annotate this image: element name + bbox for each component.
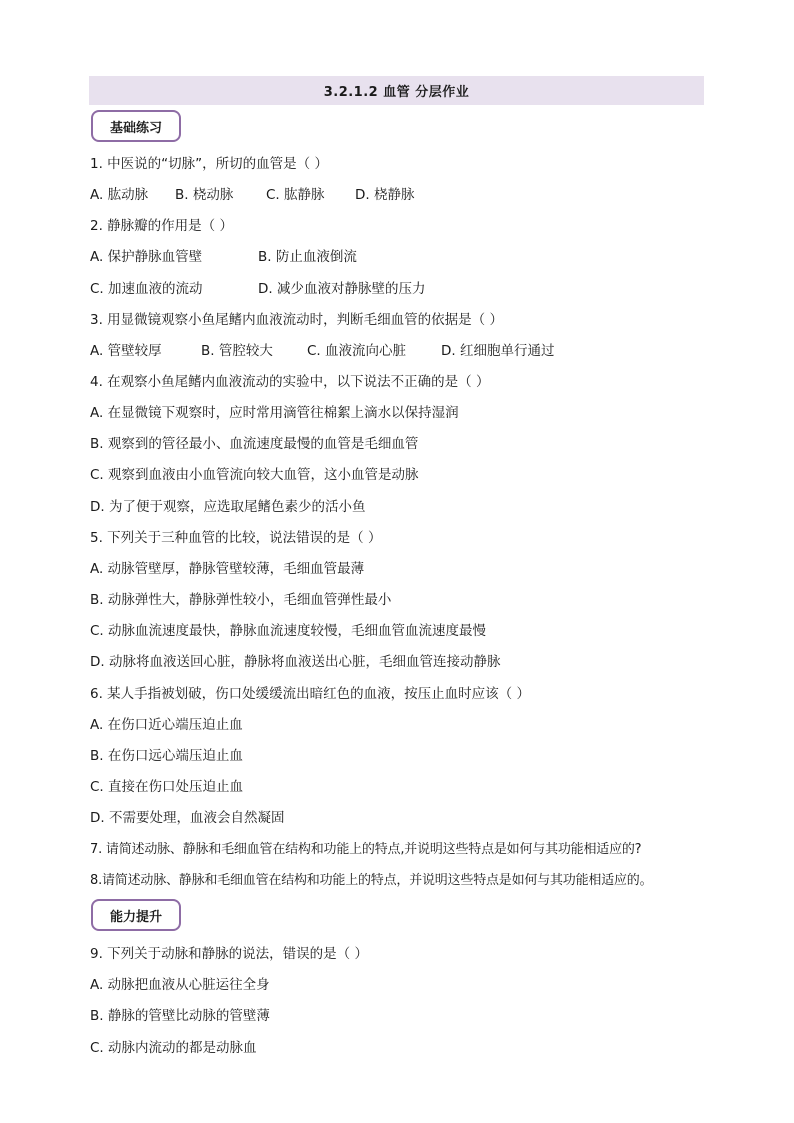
question-5-option-b: B. 动脉弹性大，静脉弹性较小，毛细血管弹性最小 — [90, 592, 392, 608]
question-6-option-a: A. 在伤口近心端压迫止血 — [90, 717, 243, 733]
question-2-option-c: C. 加速血液的流动 — [90, 281, 203, 297]
question-1-option-d: D. 桡静脉 — [355, 187, 415, 203]
question-1-options — [90, 186, 414, 204]
question-1-option-b: B. 桡动脉 — [175, 187, 234, 203]
question-2-options-row1 — [90, 248, 357, 266]
question-6-option-c: C. 直接在伤口处压迫止血 — [90, 779, 244, 795]
question-5-option-d: D. 动脉将血液送回心脏，静脉将血液送出心脏，毛细血管连接动静脉 — [90, 654, 501, 670]
question-5-stem: 5. 下列关于三种血管的比较，说法错误的是（ ） — [90, 530, 382, 546]
question-6-option-b: B. 在伤口远心端压迫止血 — [90, 748, 243, 764]
question-3-stem: 3. 用显微镜观察小鱼尾鳍内血液流动时，判断毛细血管的依据是（ ） — [90, 312, 503, 328]
question-3-option-d: D. 红细胞单行通过 — [441, 343, 555, 359]
question-2-option-d: D. 减少血液对静脉壁的压力 — [258, 281, 426, 297]
question-3-options — [90, 342, 554, 360]
question-9-option-b: B. 静脉的管壁比动脉的管壁薄 — [90, 1008, 270, 1024]
question-9-stem: 9. 下列关于动脉和静脉的说法，错误的是（ ） — [90, 946, 368, 962]
question-6-option-d: D. 不需要处理，血液会自然凝固 — [90, 810, 285, 826]
question-2-option-b: B. 防止血液倒流 — [258, 249, 357, 265]
question-3-option-b: B. 管腔较大 — [201, 343, 273, 359]
question-2-options-row2 — [90, 280, 425, 298]
question-4-stem: 4. 在观察小鱼尾鳍内血液流动的实验中，以下说法不正确的是（ ） — [90, 374, 490, 390]
section-tag-basic: 基础练习 — [91, 110, 181, 142]
question-9-option-c: C. 动脉内流动的都是动脉血 — [90, 1040, 257, 1056]
question-8-stem: 8.请简述动脉、静脉和毛细血管在结构和功能上的特点，并说明这些特点是如何与其功能相适应的。 — [90, 873, 653, 888]
section-tag-advanced: 能力提升 — [91, 899, 181, 931]
question-4-option-d: D. 为了便于观察，应选取尾鳍色素少的活小鱼 — [90, 499, 366, 515]
page-title: 3.2.1.2 血管 分层作业 — [89, 76, 704, 105]
question-4-option-b: B. 观察到的管径最小、血流速度最慢的血管是毛细血管 — [90, 436, 419, 452]
question-1-stem: 1. 中医说的“切脉”，所切的血管是（ ） — [90, 156, 328, 172]
question-4-option-c: C. 观察到血液由小血管流向较大血管，这小血管是动脉 — [90, 467, 419, 483]
question-9-option-a: A. 动脉把血液从心脏运往全身 — [90, 977, 270, 993]
question-3-option-c: C. 血液流向心脏 — [307, 343, 407, 359]
question-3-option-a: A. 管壁较厚 — [90, 343, 162, 359]
question-1-option-c: C. 肱静脉 — [266, 187, 325, 203]
question-5-option-c: C. 动脉血流速度最快，静脉血流速度较慢，毛细血管血流速度最慢 — [90, 623, 487, 639]
question-2-option-a: A. 保护静脉血管壁 — [90, 249, 203, 265]
question-2-stem: 2. 静脉瓣的作用是（ ） — [90, 218, 233, 234]
question-1-option-a: A. 肱动脉 — [90, 187, 149, 203]
question-4-option-a: A. 在显微镜下观察时，应时常用滴管往棉絮上滴水以保持湿润 — [90, 405, 459, 421]
question-5-option-a: A. 动脉管壁厚，静脉管壁较薄，毛细血管最薄 — [90, 561, 365, 577]
question-7-stem: 7. 请简述动脉、静脉和毛细血管在结构和功能上的特点,并说明这些特点是如何与其功能相适应的? — [90, 842, 642, 857]
question-6-stem: 6. 某人手指被划破，伤口处缓缓流出暗红色的血液，按压止血时应该（ ） — [90, 686, 530, 702]
